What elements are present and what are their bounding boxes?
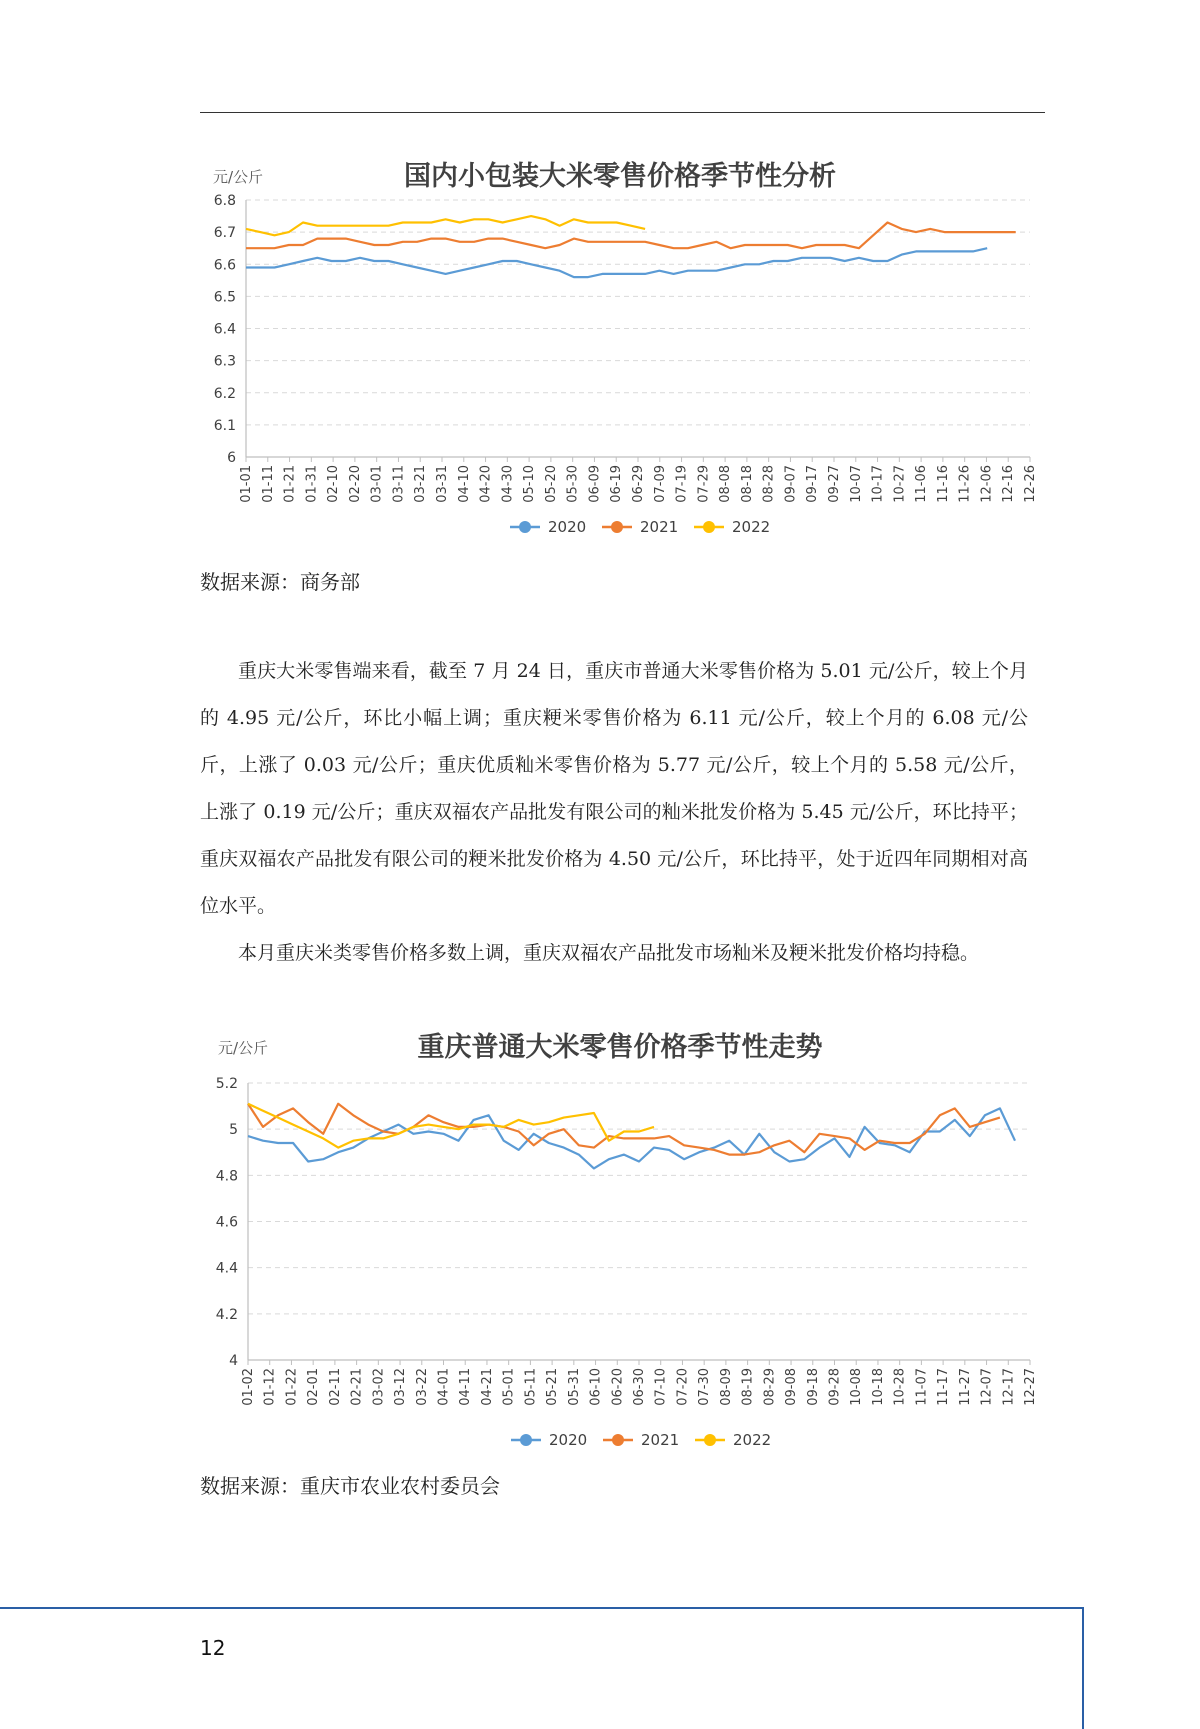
x-tick-label: 06-20: [610, 1368, 626, 1406]
x-tick-label: 09-18: [805, 1368, 821, 1406]
x-tick-label: 04-01: [436, 1368, 452, 1406]
x-tick-label: 01-02: [241, 1368, 256, 1406]
x-tick-label: 11-27: [957, 1368, 973, 1406]
header-rule: [200, 112, 1045, 113]
x-tick-label: 03-22: [414, 1368, 430, 1406]
y-tick-label: 6.1: [213, 417, 236, 434]
y-tick-label: 6.2: [213, 385, 236, 402]
x-tick-label: 07-09: [652, 465, 668, 503]
x-tick-label: 02-01: [306, 1368, 322, 1406]
x-tick-label: 06-30: [632, 1368, 647, 1406]
x-tick-label: 07-30: [697, 1368, 713, 1406]
legend-label-2021: 2021: [641, 1431, 680, 1449]
x-tick-label: 03-12: [393, 1368, 409, 1406]
y-tick-label: 6.7: [213, 225, 236, 242]
page-number: 12: [200, 1636, 226, 1660]
x-tick-label: 12-06: [979, 465, 995, 503]
y-tick-label: 6: [227, 450, 236, 466]
x-tick-label: 05-20: [543, 465, 559, 503]
x-tick-label: 08-19: [740, 1368, 756, 1406]
x-tick-label: 10-27: [892, 465, 908, 503]
x-tick-label: 05-01: [501, 1368, 517, 1406]
x-tick-label: 03-01: [369, 465, 385, 503]
x-tick-label: 05-21: [545, 1368, 561, 1406]
x-tick-label: 01-21: [282, 465, 298, 503]
x-tick-label: 02-10: [326, 465, 342, 503]
chart-title: 重庆普通大米零售价格季节性走势: [417, 1032, 823, 1063]
x-tick-label: 04-21: [479, 1368, 495, 1406]
chart-title: 国内小包装大米零售价格季节性分析: [404, 161, 836, 192]
x-tick-label: 05-31: [566, 1368, 582, 1406]
y-axis-unit-label: 元/公斤: [213, 168, 264, 186]
y-tick-label: 4.4: [215, 1260, 238, 1277]
x-tick-label: 07-20: [675, 1368, 691, 1406]
x-tick-label: 11-16: [935, 465, 951, 503]
x-tick-label: 09-17: [805, 465, 821, 503]
x-tick-label: 01-12: [262, 1368, 278, 1406]
x-tick-label: 10-28: [892, 1368, 908, 1406]
x-tick-label: 07-10: [653, 1368, 669, 1406]
x-tick-label: 01-22: [284, 1368, 300, 1406]
x-tick-label: 03-31: [435, 465, 450, 503]
chart-svg: [200, 1030, 1045, 1450]
legend-marker-2021: [611, 521, 623, 533]
legend-label-2020: 2020: [549, 1431, 588, 1449]
legend-marker-2021: [612, 1434, 624, 1446]
x-tick-label: 04-30: [500, 465, 516, 503]
x-tick-label: 06-19: [609, 465, 625, 503]
x-tick-label: 06-09: [587, 465, 603, 503]
x-tick-label: 07-19: [674, 465, 690, 503]
paragraph-1: 重庆大米零售端来看，截至 7 月 24 日，重庆市普通大米零售价格为 5.01 元/公斤，较上个月的 4.95 元/公斤，环比小幅上调；重庆粳米零售价格为 6.11 元/公斤，较上个月的 6.08 元/公斤，上涨了 0.03 元/公斤；重庆优质籼米零售价格为 5.77 元/公斤，较上个月的 5.58 元/公斤，上涨了 0.19 元/公斤；重庆双福农产品批发有限公司的籼米批发价格为 5.45 元/公斤，环比持平；重庆双福农产品批发有限公司的粳米批发价格为 4.50 元/公斤，环比持平，处于近四年同期相对高位水平。: [200, 660, 1028, 917]
x-tick-label: 12-17: [1001, 1368, 1017, 1406]
x-tick-label: 08-18: [739, 465, 755, 503]
y-tick-label: 4: [229, 1353, 238, 1369]
x-tick-label: 12-07: [979, 1368, 995, 1406]
x-tick-label: 10-08: [849, 1368, 865, 1406]
y-tick-label: 4.6: [215, 1214, 238, 1231]
series-line-2020: [246, 248, 987, 277]
x-tick-label: 08-28: [761, 465, 777, 503]
x-tick-label: 07-29: [696, 465, 712, 503]
y-tick-label: 5: [229, 1122, 238, 1139]
y-tick-label: 4.8: [215, 1168, 238, 1185]
x-tick-label: 03-21: [413, 465, 429, 503]
x-tick-label: 08-09: [718, 1368, 734, 1406]
y-axis-unit-label: 元/公斤: [218, 1039, 269, 1057]
x-tick-label: 12-16: [1001, 465, 1017, 503]
x-tick-label: 12-27: [1023, 1368, 1038, 1406]
x-tick-label: 09-27: [827, 465, 842, 503]
x-tick-label: 05-11: [523, 1368, 539, 1406]
x-tick-label: 12-26: [1023, 465, 1038, 503]
chart-chongqing-rice-price: [200, 1030, 1045, 1450]
legend-label-2022: 2022: [733, 1431, 772, 1449]
x-tick-label: 06-10: [588, 1368, 604, 1406]
x-tick-label: 04-20: [478, 465, 494, 503]
x-tick-label: 05-30: [565, 465, 581, 503]
y-tick-label: 6.4: [213, 321, 236, 338]
x-tick-label: 02-11: [327, 1368, 343, 1406]
x-tick-label: 01-31: [304, 465, 320, 503]
x-tick-label: 11-07: [914, 1368, 930, 1406]
x-tick-label: 11-26: [957, 465, 973, 503]
x-tick-label: 06-29: [631, 465, 646, 503]
x-tick-label: 03-02: [371, 1368, 387, 1406]
y-tick-label: 5.2: [215, 1076, 238, 1092]
x-tick-label: 10-07: [848, 465, 864, 503]
chart-national-rice-price: [200, 150, 1045, 550]
legend-label-2021: 2021: [640, 518, 679, 536]
x-tick-label: 11-06: [914, 465, 930, 503]
y-tick-label: 6.6: [213, 257, 236, 274]
x-tick-label: 01-01: [239, 465, 254, 503]
legend-marker-2020: [519, 521, 531, 533]
x-tick-label: 10-17: [870, 465, 886, 503]
x-tick-label: 10-18: [870, 1368, 886, 1406]
x-tick-label: 04-11: [458, 1368, 474, 1406]
chart-svg: [200, 150, 1045, 550]
legend-marker-2020: [520, 1434, 532, 1446]
legend-marker-2022: [703, 521, 715, 533]
x-tick-label: 08-08: [718, 465, 734, 503]
x-tick-label: 09-28: [827, 1368, 843, 1406]
x-tick-label: 02-21: [349, 1368, 365, 1406]
y-tick-label: 6.3: [213, 353, 236, 370]
legend-label-2022: 2022: [732, 518, 771, 536]
x-tick-label: 05-10: [522, 465, 538, 503]
footer-frame: [0, 1607, 1084, 1729]
x-tick-label: 08-29: [762, 1368, 778, 1406]
legend-label-2020: 2020: [548, 518, 587, 536]
y-tick-label: 4.2: [215, 1306, 238, 1323]
y-tick-label: 6.5: [213, 289, 236, 306]
x-tick-label: 02-20: [347, 465, 363, 503]
paragraph-2: 本月重庆米类零售价格多数上调，重庆双福农产品批发市场籼米及粳米批发价格均持稳。: [238, 942, 980, 964]
x-tick-label: 04-10: [456, 465, 472, 503]
x-tick-label: 03-11: [391, 465, 407, 503]
chart2-source: 数据来源：重庆市农业农村委员会: [200, 1474, 500, 1498]
x-tick-label: 09-07: [783, 465, 799, 503]
x-tick-label: 01-11: [260, 465, 276, 503]
x-tick-label: 11-17: [936, 1368, 952, 1406]
body-text: [200, 648, 1028, 977]
y-tick-label: 6.8: [213, 193, 236, 209]
x-tick-label: 09-08: [784, 1368, 800, 1406]
legend-marker-2022: [704, 1434, 716, 1446]
chart1-source: 数据来源：商务部: [200, 570, 360, 594]
